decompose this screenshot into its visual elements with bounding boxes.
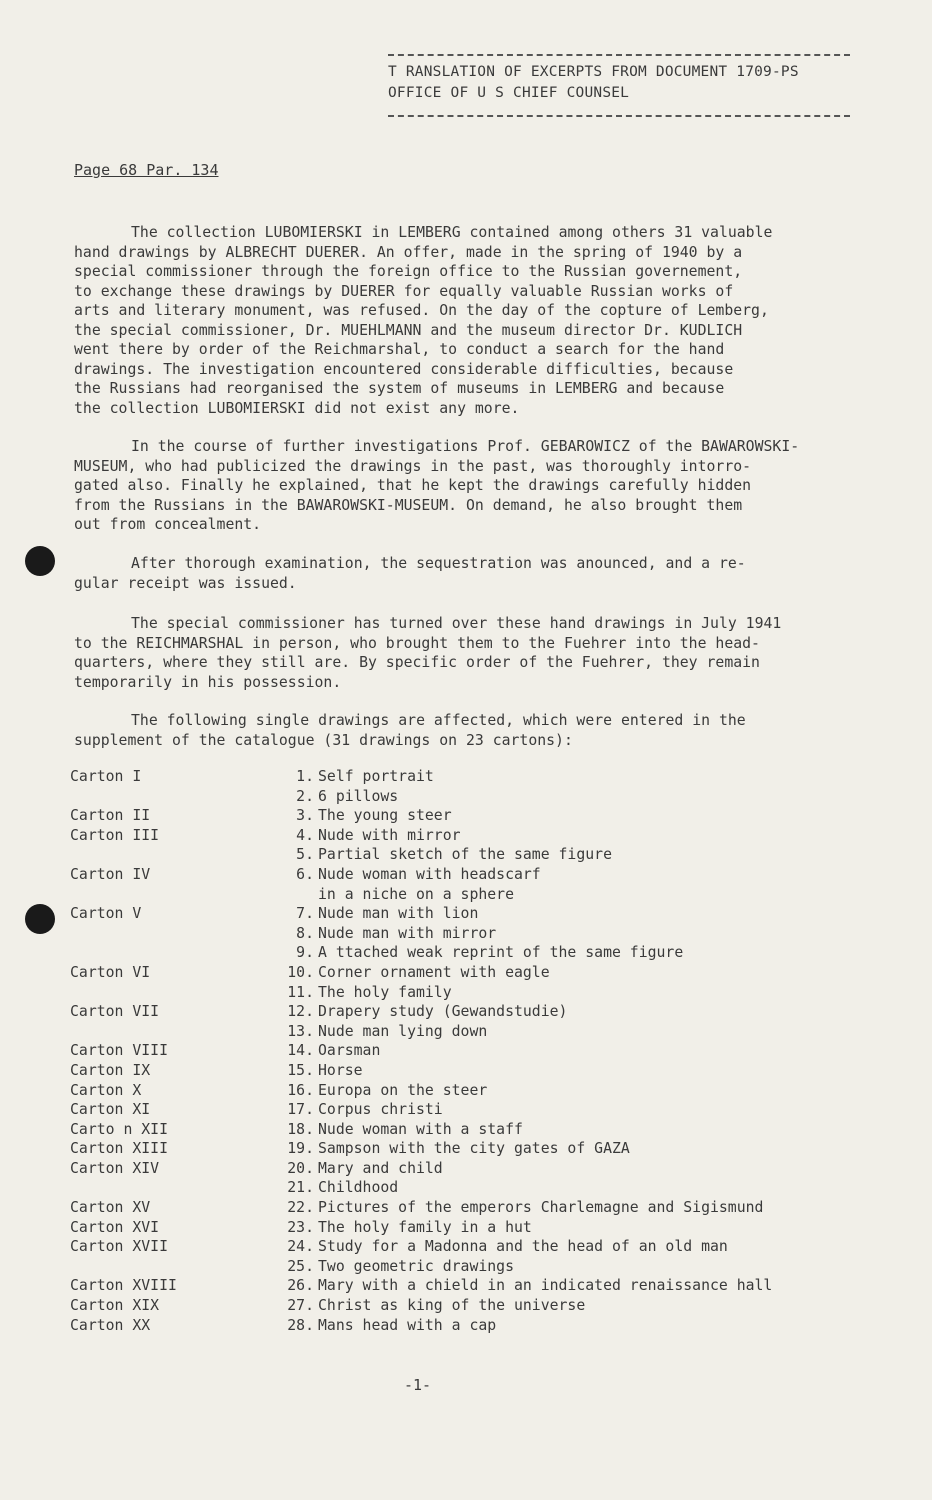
paragraph-3 [74,554,834,593]
catalogue-title: Corpus christi [318,1101,443,1119]
catalogue-number: 2. [296,787,314,805]
text-line: to the REICHMARSHAL in person, who brought them to the Fuehrer into the head- [74,634,760,652]
catalogue-carton: Carton XIX [70,1297,160,1315]
catalogue-number: 26. [287,1277,314,1295]
catalogue-entry [70,788,870,808]
catalogue-title: in a niche on a sphere [318,885,514,903]
catalogue-entry [70,905,870,925]
text-line: gular receipt was issued. [74,574,297,592]
catalogue-entry [70,1062,870,1082]
catalogue-title: Oarsman [318,1042,381,1060]
catalogue-title: The holy family [318,983,452,1001]
punch-hole [25,904,55,934]
catalogue-number: 7. [296,905,314,923]
catalogue-carton: Carton XIV [70,1159,160,1177]
catalogue-carton: Carton VIII [70,1042,168,1060]
catalogue-entry [70,1023,870,1043]
catalogue-entry [70,984,870,1004]
catalogue-number: 17. [287,1101,314,1119]
catalogue-title: Nude woman with a staff [318,1120,523,1138]
catalogue-number: 24. [287,1238,314,1256]
text-line: drawings. The investigation encountered considerable difficulties, because [74,360,734,378]
text-line: temporarily in his possession. [74,673,342,691]
text-line: the collection LUBOMIERSKI did not exist any more. [74,399,520,417]
catalogue-entry [70,1082,870,1102]
paragraph-1 [74,223,834,418]
catalogue-entry [70,1042,870,1062]
catalogue-title: The holy family in a hut [318,1218,532,1236]
text-line: The following single drawings are affected, which were entered in the [131,712,746,729]
catalogue-number: 8. [296,924,314,942]
text-line: out from concealment. [74,516,262,533]
text-line: The collection LUBOMIERSKI in LEMBERG contained among others 31 valuable [131,224,773,241]
catalogue-number: 20. [287,1159,314,1177]
catalogue-carton: Carton XVIII [70,1277,177,1295]
catalogue-entry [70,807,870,827]
catalogue-entry [70,886,870,906]
catalogue-carton: Carton XX [70,1316,151,1334]
catalogue-carton: Carton I [70,768,142,785]
catalogue-carton: Carton IX [70,1061,151,1079]
catalogue-entry [70,925,870,945]
catalogue-number: 9. [296,944,314,962]
catalogue-number: 4. [296,826,314,844]
catalogue-title: Partial sketch of the same figure [318,846,612,864]
catalogue-number: 14. [287,1042,314,1060]
punch-hole [25,546,55,576]
catalogue-entry [70,1140,870,1160]
catalogue-entry [70,1258,870,1278]
header-bottom-rule [388,115,850,117]
catalogue-carton: Carton III [70,826,160,844]
catalogue-entry [70,1219,870,1239]
catalogue-title: Nude woman with headscarf [318,865,541,883]
catalogue-entry [70,1101,870,1121]
text-line: supplement of the catalogue (31 drawings on 23 cartons): [74,731,573,749]
catalogue-title: Drapery study (Gewandstudie) [318,1003,568,1021]
catalogue-title: Mary and child [318,1159,443,1177]
text-line: hand drawings by ALBRECHT DUERER. An offer, made in the spring of 1940 by a [74,243,743,261]
catalogue-entry [70,1277,870,1297]
catalogue-entry [70,866,870,886]
text-line: quarters, where they still are. By specific order of the Fuehrer, they remain [74,654,760,671]
catalogue-title: Mans head with a cap [318,1316,497,1334]
catalogue-title: 6 pillows [318,787,399,805]
catalogue-number: 21. [287,1179,314,1197]
header-office: OFFICE OF U S CHIEF COUNSEL [388,85,630,101]
header-title: T RANSLATION OF EXCERPTS FROM DOCUMENT 1709-PS [388,64,799,80]
catalogue-title: Pictures of the emperors Charlemagne and Sigismund [318,1199,764,1217]
catalogue-title: Corner ornament with eagle [318,963,550,981]
catalogue-number: 10. [287,963,314,981]
catalogue-title: Mary with a chield in an indicated renaissance hall [318,1277,773,1295]
catalogue-carton: Carton V [70,905,142,923]
catalogue-entry [70,1003,870,1023]
page-number: -1- [404,1376,432,1394]
catalogue-entry [70,1297,870,1317]
catalogue-title: The young steer [318,807,452,825]
catalogue-title: Self portrait [318,768,434,785]
catalogue-title: Nude man lying down [318,1022,488,1040]
text-line: After thorough examination, the sequestration was anounced, and a re- [131,555,746,572]
catalogue-number: 18. [287,1120,314,1138]
catalogue-entry [70,1121,870,1141]
catalogue-list [70,768,870,1336]
text-line: special commissioner through the foreign office to the Russian governement, [74,263,743,280]
catalogue-title: Sampson with the city gates of GAZA [318,1140,630,1158]
catalogue-entry [70,1179,870,1199]
catalogue-title: Europa on the steer [318,1081,488,1099]
catalogue-title: Childhood [318,1179,399,1197]
catalogue-number: 12. [287,1003,314,1021]
catalogue-carton: Carton XVII [70,1238,168,1256]
page-reference: Page 68 Par. 134 [74,161,219,179]
catalogue-number: 28. [287,1316,314,1334]
catalogue-carton: Carton XIII [70,1140,168,1158]
paragraph-2 [74,437,834,535]
catalogue-entry [70,1160,870,1180]
text-line: from the Russians in the BAWAROWSKI-MUSEUM. On demand, he also brought them [74,496,743,514]
catalogue-title: Christ as king of the universe [318,1297,586,1315]
catalogue-carton: Carton XVI [70,1218,160,1236]
catalogue-entry [70,964,870,984]
text-line: The special commissioner has turned over these hand drawings in July 1941 [131,615,782,632]
header-top-rule [388,54,850,56]
catalogue-carton: Carton X [70,1081,142,1099]
catalogue-carton: Carton VI [70,963,151,981]
catalogue-carton: Carton XI [70,1101,151,1119]
text-line: arts and literary monument, was refused. On the day of the copture of Lemberg, [74,302,769,319]
catalogue-title: Study for a Madonna and the head of an old man [318,1238,728,1256]
catalogue-title: A ttached weak reprint of the same figure [318,944,684,962]
catalogue-entry [70,768,870,788]
catalogue-number: 6. [296,865,314,883]
catalogue-carton: Carto n XII [70,1120,168,1138]
text-line: gated also. Finally he explained, that he kept the drawings carefully hidden [74,477,752,494]
catalogue-number: 11. [287,983,314,1001]
text-line: the Russians had reorganised the system of museums in LEMBERG and because [74,380,725,397]
catalogue-number: 5. [296,846,314,864]
catalogue-carton: Carton XV [70,1199,151,1217]
text-line: went there by order of the Reichmarshal, to conduct a search for the hand [74,341,725,358]
catalogue-title: Nude man with lion [318,905,479,923]
paragraph-4 [74,614,834,692]
text-line: the special commissioner, Dr. MUEHLMANN and the museum director Dr. KUDLICH [74,321,743,339]
catalogue-number: 16. [287,1081,314,1099]
catalogue-number: 13. [287,1022,314,1040]
catalogue-title: Two geometric drawings [318,1257,514,1275]
catalogue-number: 22. [287,1199,314,1217]
catalogue-carton: Carton VII [70,1003,160,1021]
catalogue-number: 23. [287,1218,314,1236]
catalogue-title: Nude with mirror [318,826,461,844]
text-line: to exchange these drawings by DUERER for equally valuable Russian works of [74,282,734,300]
catalogue-number: 27. [287,1297,314,1315]
catalogue-number: 25. [287,1257,314,1275]
catalogue-number: 1. [296,768,314,785]
catalogue-carton: Carton IV [70,865,151,883]
text-line: In the course of further investigations Prof. GEBAROWICZ of the BAWAROWSKI- [131,438,800,455]
catalogue-number: 15. [287,1061,314,1079]
catalogue-entry [70,1317,870,1337]
catalogue-entry [70,944,870,964]
catalogue-entry [70,827,870,847]
catalogue-entry [70,846,870,866]
catalogue-carton: Carton II [70,807,151,825]
catalogue-number: 19. [287,1140,314,1158]
catalogue-title: Horse [318,1061,363,1079]
text-line: MUSEUM, who had publicized the drawings in the past, was thoroughly intorro- [74,457,752,475]
catalogue-title: Nude man with mirror [318,924,497,942]
paragraph-5 [74,711,834,750]
catalogue-entry [70,1199,870,1219]
catalogue-entry [70,1238,870,1258]
catalogue-number: 3. [296,807,314,825]
